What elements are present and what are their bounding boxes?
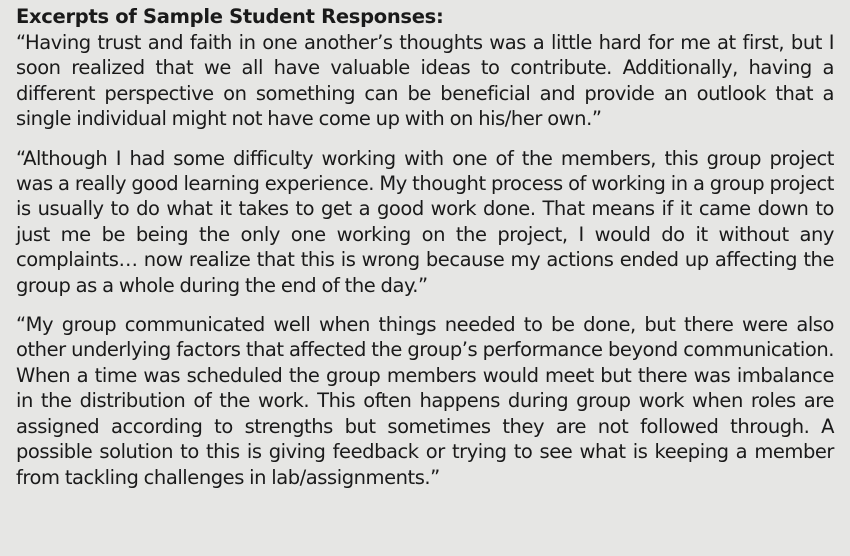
student-response-1: “Having trust and faith in one another’s thoughts was a little hard for me at first, but I soon realized that we all have valuable ideas to contribute. Additionally, having a different perspective on something can be beneficial and provide an outlook that a single individual might not have come up with on his/her own.” bbox=[16, 31, 834, 131]
excerpts-heading: Excerpts of Sample Student Responses: bbox=[16, 5, 444, 28]
student-response-3: “My group communicated well when things needed to be done, but there were also other underlying factors that affected the group’s performance beyond communication. When a time was scheduled the group members would meet but there was imbalance in the distribution of the work. This often happens during group work when roles are assigned according to strengths but sometimes they are not followed through. A possible solution to this is giving feedback or trying to see what is keeping a member from tackling challenges in lab/assignments.” bbox=[16, 313, 834, 489]
student-response-2: “Although I had some difficulty working with one of the members, this group project was a really good learning experience. My thought process of working in a group project is usually to do what it takes to get a good work done. That means if it came down to just me be being the only one working on the project, I would do it without any complaints… now realize that this is wrong because my actions ended up affecting the group as a whole during the end of the day.” bbox=[16, 146, 834, 297]
